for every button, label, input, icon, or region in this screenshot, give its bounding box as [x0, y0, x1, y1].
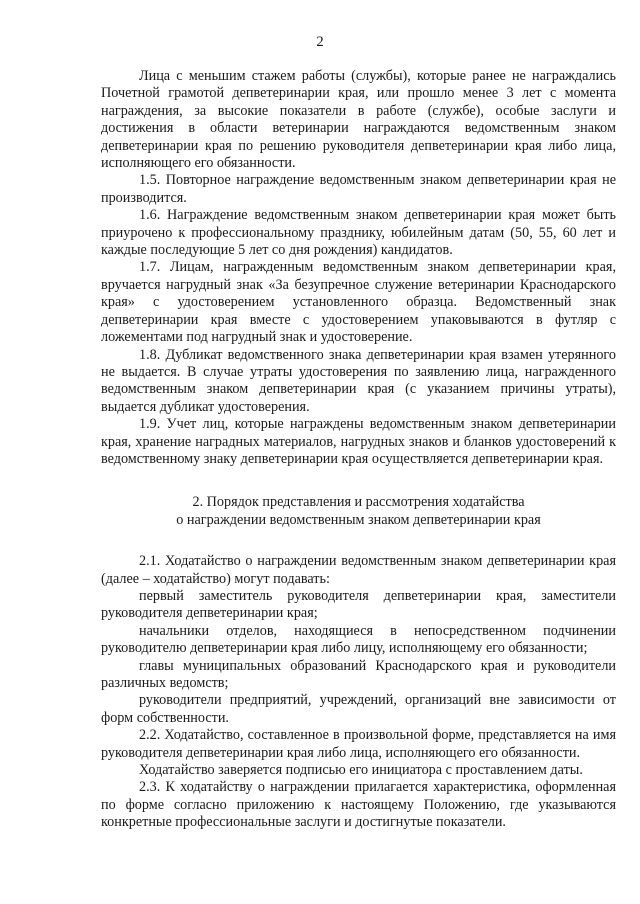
paragraph-2-2: 2.2. Ходатайство, составленное в произвольной форме, представляется на имя руководителя депветеринарии края либо лица, исполняющего его обязанности. [101, 727, 616, 761]
paragraph-1-8: 1.8. Дубликат ведомственного знака депветеринарии края взамен утерянного не выдается. В случае утраты удостоверения по заявлению лица, награжденного ведомственным знаком депветеринарии края (с указанием причины утраты), выдается дубликат удостоверения. [101, 346, 616, 415]
section-title [101, 494, 616, 529]
paragraph-1-5: 1.5. Повторное награждение ведомственным знаком депветеринарии края не производится. [101, 172, 616, 206]
paragraph-intro: Лица с меньшим стажем работы (службы), которые ранее не награждались Почетной грамотой депветеринарии края, или прошло менее 3 лет с момента награждения, за высокие показатели в работе (службе), особые заслуги и достижения в области ветеринарии награждаются ведомственным знаком депветеринарии края по решению руководителя депветеринарии края либо лица, исполняющего его обязанности. [101, 68, 616, 172]
section-title-line-1: 2. Порядок представления и рассмотрения ходатайства [192, 494, 525, 511]
paragraph-signature: Ходатайство заверяется подписью его инициатора с проставлением даты. [139, 762, 583, 779]
paragraph-1-7: 1.7. Лицам, награжденным ведомственным знаком депветеринарии края, вручается нагрудный знак «За безупречное служение ветеринарии Краснодарского края» с удостоверением установленного образца. Ведомственный знак депветеринарии края вместе с удостоверением упаковываются в футляр с ложементами под нагрудный знак и удостоверение. [101, 259, 616, 346]
section-title-line-2: о награждении ведомственным знаком депветеринарии края [176, 511, 541, 528]
list-item-municipal-heads: главы муниципальных образований Краснодарского края и руководители различных ведомств; [101, 657, 616, 691]
list-item-first-deputy: первый заместитель руководителя депветеринарии края, заместители руководителя депветеринарии края; [101, 587, 616, 622]
paragraph-2-3: 2.3. К ходатайству о награждении прилагается характеристика, оформленная по форме согласно приложению к настоящему Положению, где указываются конкретные профессиональные заслуги и достигнутые показатели. [101, 779, 616, 831]
document-body [101, 68, 616, 832]
paragraph-1-6: 1.6. Награждение ведомственным знаком депветеринарии края может быть приурочено к профессиональному празднику, юбилейным датам (50, 55, 60 лет и каждые последующие 5 лет со дня рождения) кандидатов. [101, 207, 616, 259]
paragraph-1-9: 1.9. Учет лиц, которые награждены ведомственным знаком депветеринарии края, хранение наградных материалов, нагрудных знаков и бланков удостоверений к ведомственному знаку депветеринарии края осуществляется депветеринарии края. [101, 416, 616, 467]
paragraph-2-1: 2.1. Ходатайство о награждении ведомственным знаком депветеринарии края (далее – ходатайство) могут подавать: [101, 553, 616, 587]
page-number: 2 [316, 34, 324, 50]
list-item-department-heads: начальники отделов, находящиеся в непосредственном подчинении руководителю депветеринарии края либо лицу, исполняющему его обязанности; [101, 622, 616, 657]
list-item-enterprise-heads: руководители предприятий, учреждений, организаций вне зависимости от форм собственности. [101, 692, 616, 726]
